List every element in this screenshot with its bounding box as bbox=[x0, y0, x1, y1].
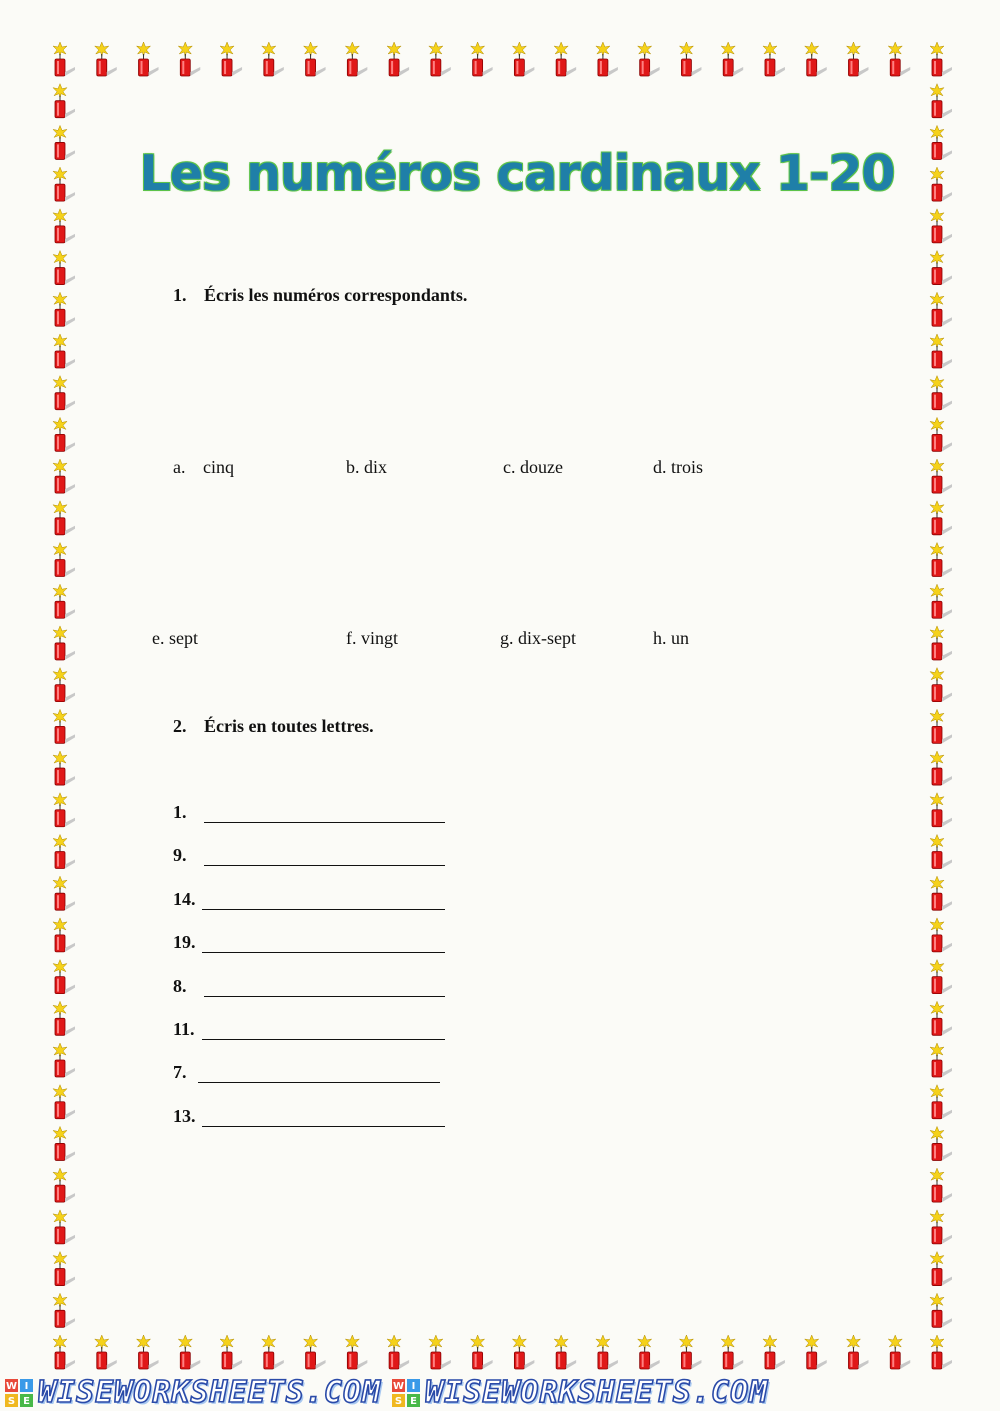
firecracker-icon bbox=[930, 1001, 952, 1035]
firecracker-icon bbox=[846, 42, 868, 76]
answer-number: 8. bbox=[173, 976, 187, 996]
firecracker-icon bbox=[262, 1335, 284, 1369]
firecracker-icon bbox=[471, 42, 493, 76]
firecracker-icon bbox=[53, 668, 75, 702]
word-item-f bbox=[346, 628, 398, 649]
word-label: h. bbox=[653, 628, 667, 648]
firecracker-icon bbox=[178, 42, 200, 76]
answer-number: 7. bbox=[173, 1062, 187, 1082]
word-label: g. bbox=[500, 628, 514, 648]
firecracker-icon bbox=[53, 1126, 75, 1160]
word-text: douze bbox=[520, 457, 563, 477]
word-item-a bbox=[173, 457, 234, 478]
footer-text: WISEWORKSHEETS.COM bbox=[38, 1375, 382, 1410]
word-text: sept bbox=[169, 628, 198, 648]
firecracker-icon bbox=[930, 1252, 952, 1286]
answer-number: 1. bbox=[173, 802, 187, 822]
page-title: Les numéros cardinaux 1-20 bbox=[139, 145, 895, 202]
word-label: f. bbox=[346, 628, 357, 648]
firecracker-icon bbox=[53, 918, 75, 952]
answer-blank[interactable] bbox=[202, 1126, 445, 1127]
firecracker-icon bbox=[53, 209, 75, 243]
section2-heading bbox=[173, 716, 374, 737]
section1-instruction: Écris les numéros correspondants. bbox=[204, 285, 468, 305]
logo-letter: W bbox=[5, 1380, 18, 1392]
answer-row bbox=[173, 976, 187, 1002]
firecracker-icon bbox=[262, 42, 284, 76]
firecracker-icon bbox=[930, 1210, 952, 1244]
word-item-b bbox=[346, 457, 387, 478]
firecracker-icon bbox=[53, 751, 75, 785]
answer-blank[interactable] bbox=[204, 822, 445, 823]
firecracker-icon bbox=[53, 334, 75, 368]
firecracker-icon bbox=[53, 709, 75, 743]
firecracker-icon bbox=[930, 334, 952, 368]
answer-number: 13. bbox=[173, 1106, 196, 1126]
section1-heading bbox=[173, 285, 467, 306]
word-item-c bbox=[503, 457, 563, 478]
firecracker-icon bbox=[930, 709, 952, 743]
answer-number: 11. bbox=[173, 1019, 195, 1039]
firecracker-icon bbox=[596, 42, 618, 76]
firecracker-icon bbox=[930, 584, 952, 618]
answer-row bbox=[173, 1062, 187, 1088]
firecracker-icon bbox=[721, 42, 743, 76]
word-label: c. bbox=[503, 457, 516, 477]
word-item-h bbox=[653, 628, 689, 649]
firecracker-icon bbox=[930, 1085, 952, 1119]
firecracker-icon bbox=[53, 1168, 75, 1202]
firecracker-icon bbox=[53, 1043, 75, 1077]
firecracker-icon bbox=[596, 1335, 618, 1369]
answer-row bbox=[173, 845, 187, 871]
firecracker-icon bbox=[53, 876, 75, 910]
firecracker-icon bbox=[930, 1043, 952, 1077]
wise-logo-icon bbox=[4, 1378, 34, 1408]
firecracker-icon bbox=[53, 501, 75, 535]
firecracker-icon bbox=[930, 1335, 952, 1369]
answer-number: 9. bbox=[173, 845, 187, 865]
section2-instruction: Écris en toutes lettres. bbox=[204, 716, 374, 736]
firecracker-icon bbox=[930, 626, 952, 660]
firecracker-icon bbox=[930, 376, 952, 410]
firecracker-icon bbox=[930, 1126, 952, 1160]
firecracker-icon bbox=[471, 1335, 493, 1369]
firecracker-icon bbox=[53, 1085, 75, 1119]
firecracker-icon bbox=[930, 668, 952, 702]
firecracker-icon bbox=[930, 84, 952, 118]
firecracker-icon bbox=[53, 584, 75, 618]
logo-letter: I bbox=[411, 1380, 416, 1392]
firecracker-icon bbox=[930, 1168, 952, 1202]
answer-number: 14. bbox=[173, 889, 196, 909]
logo-letter: W bbox=[393, 1380, 405, 1392]
firecracker-icon bbox=[930, 209, 952, 243]
firecracker-icon bbox=[53, 1210, 75, 1244]
firecracker-icon bbox=[345, 1335, 367, 1369]
firecracker-icon bbox=[53, 376, 75, 410]
firecracker-icon bbox=[930, 417, 952, 451]
word-item-d bbox=[653, 457, 703, 478]
answer-row bbox=[173, 1019, 195, 1045]
answer-blank[interactable] bbox=[198, 1082, 440, 1083]
firecracker-icon bbox=[387, 1335, 409, 1369]
firecracker-icon bbox=[763, 42, 785, 76]
firecracker-icon bbox=[930, 459, 952, 493]
firecracker-icon bbox=[679, 42, 701, 76]
section2-number: 2. bbox=[173, 716, 187, 736]
firecracker-icon bbox=[805, 1335, 827, 1369]
firecracker-icon bbox=[53, 1335, 75, 1369]
firecracker-icon bbox=[429, 1335, 451, 1369]
logo-letter: S bbox=[7, 1395, 16, 1407]
word-item-e bbox=[152, 628, 198, 649]
firecracker-icon bbox=[53, 1001, 75, 1035]
footer-brand bbox=[4, 1375, 381, 1410]
word-label: d. bbox=[653, 457, 667, 477]
word-label: e. bbox=[152, 628, 165, 648]
answer-blank[interactable] bbox=[202, 1039, 445, 1040]
answer-row bbox=[173, 932, 196, 958]
firecracker-icon bbox=[888, 1335, 910, 1369]
firecracker-icon bbox=[638, 42, 660, 76]
firecracker-icon bbox=[930, 42, 952, 76]
firecracker-icon bbox=[930, 793, 952, 827]
firecracker-icon bbox=[930, 292, 952, 326]
firecracker-icon bbox=[888, 42, 910, 76]
firecracker-icon bbox=[53, 251, 75, 285]
firecracker-icon bbox=[178, 1335, 200, 1369]
firecracker-icon bbox=[554, 1335, 576, 1369]
word-text: trois bbox=[671, 457, 704, 477]
firecracker-icon bbox=[846, 1335, 868, 1369]
answer-row bbox=[173, 802, 187, 828]
logo-letter: E bbox=[23, 1395, 30, 1407]
firecracker-icon bbox=[930, 543, 952, 577]
firecracker-icon bbox=[95, 42, 117, 76]
word-text: dix bbox=[364, 457, 388, 477]
firecracker-icon bbox=[554, 42, 576, 76]
word-label: b. bbox=[346, 457, 360, 477]
firecracker-icon bbox=[53, 459, 75, 493]
firecracker-icon bbox=[53, 626, 75, 660]
firecracker-icon bbox=[220, 1335, 242, 1369]
firecracker-icon bbox=[137, 42, 159, 76]
firecracker-icon bbox=[930, 751, 952, 785]
logo-letter: I bbox=[24, 1380, 29, 1392]
firecracker-icon bbox=[930, 876, 952, 910]
firecracker-icon bbox=[930, 960, 952, 994]
firecracker-icon bbox=[429, 42, 451, 76]
answer-blank[interactable] bbox=[202, 952, 445, 953]
firecracker-icon bbox=[53, 793, 75, 827]
firecracker-icon bbox=[304, 42, 326, 76]
firecracker-icon bbox=[930, 1293, 952, 1327]
firecracker-icon bbox=[387, 42, 409, 76]
firecracker-icon bbox=[512, 42, 534, 76]
firecracker-icon bbox=[137, 1335, 159, 1369]
firecracker-icon bbox=[53, 1293, 75, 1327]
firecracker-icon bbox=[53, 960, 75, 994]
firecracker-icon bbox=[763, 1335, 785, 1369]
firecracker-icon bbox=[721, 1335, 743, 1369]
firecracker-icon bbox=[53, 417, 75, 451]
firecracker-icon bbox=[345, 42, 367, 76]
firecracker-icon bbox=[53, 543, 75, 577]
word-text: dix-sept bbox=[518, 628, 576, 648]
firecracker-icon bbox=[805, 42, 827, 76]
answer-number: 19. bbox=[173, 932, 196, 952]
firecracker-icon bbox=[220, 42, 242, 76]
word-text: cinq bbox=[203, 457, 234, 477]
firecracker-icon bbox=[930, 251, 952, 285]
firecracker-icon bbox=[638, 1335, 660, 1369]
word-text: vingt bbox=[361, 628, 399, 648]
firecracker-icon bbox=[679, 1335, 701, 1369]
footer-watermark bbox=[0, 1374, 1000, 1411]
firecracker-icon bbox=[95, 1335, 117, 1369]
firecracker-icon bbox=[512, 1335, 534, 1369]
firecracker-icon bbox=[304, 1335, 326, 1369]
firecracker-icon bbox=[53, 84, 75, 118]
firecracker-icon bbox=[53, 292, 75, 326]
footer-brand bbox=[391, 1375, 768, 1410]
firecracker-icon bbox=[53, 42, 75, 76]
answer-blank[interactable] bbox=[202, 909, 445, 910]
logo-letter: E bbox=[410, 1395, 418, 1407]
answer-row bbox=[173, 889, 196, 915]
wise-logo-icon bbox=[391, 1378, 421, 1408]
word-text: un bbox=[671, 628, 689, 648]
firecracker-icon bbox=[53, 834, 75, 868]
footer-text: WISEWORKSHEETS.COM bbox=[425, 1375, 769, 1410]
section1-number: 1. bbox=[173, 285, 187, 305]
answer-blank[interactable] bbox=[204, 996, 445, 997]
word-item-g bbox=[500, 628, 576, 649]
logo-letter: S bbox=[395, 1395, 403, 1407]
answer-blank[interactable] bbox=[204, 865, 445, 866]
firecracker-icon bbox=[930, 834, 952, 868]
firecracker-icon bbox=[930, 501, 952, 535]
firecracker-icon bbox=[53, 1252, 75, 1286]
answer-row bbox=[173, 1106, 196, 1132]
word-label: a. bbox=[173, 457, 186, 477]
firecracker-icon bbox=[930, 918, 952, 952]
